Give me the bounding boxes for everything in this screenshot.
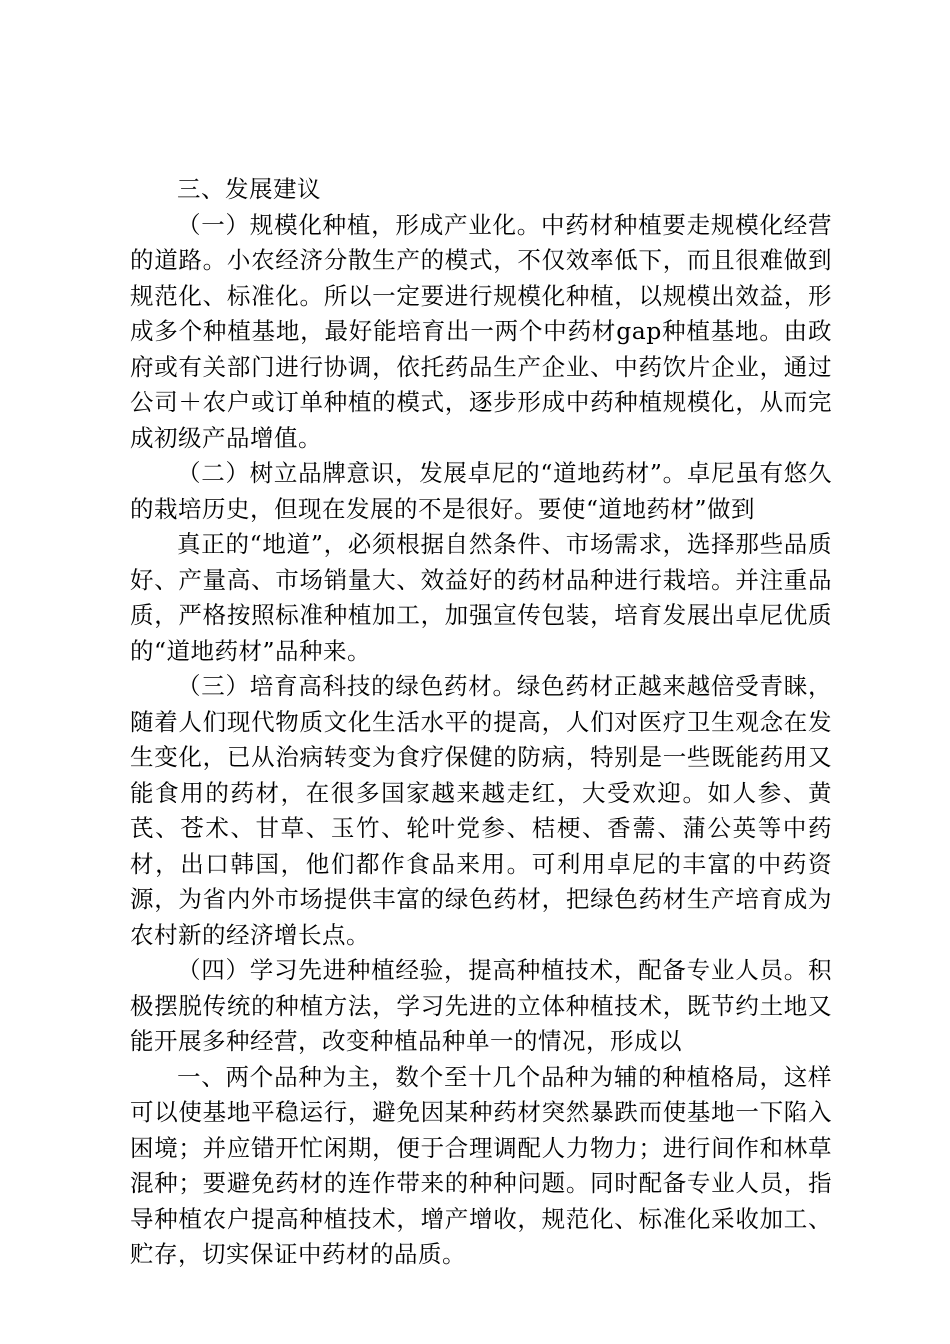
paragraph-planting-pattern: 一、两个品种为主，数个至十几个品种为辅的种植格局，这样可以使基地平稳运行，避免因某种药材突然暴跌而使基地一下陷入困境；并应错开忙闲期，便于合理调配人力物力；进行间作和林草混种；要避免药材的连作带来的种种问题。同时配备专业人员，指导种植农户提高种植技术，增产增收，规范化、标准化采收加工、贮存，切实保证中药材的品质。 xyxy=(130,1062,832,1268)
document-body xyxy=(130,172,832,1273)
paragraph-advanced-techniques: （四）学习先进种植经验，提高种植技术，配备专业人员。积极摆脱传统的种植方法，学习先进的立体种植技术，既节约土地又能开展多种经营，改变种植品种单一的情况，形成以 xyxy=(130,956,832,1055)
paragraph-scale-planting: （一）规模化种植，形成产业化。中药材种植要走规模化经营的道路。小农经济分散生产的模式，不仅效率低下，而且很难做到规范化、标准化。所以一定要进行规模化种植，以规模出效益，形成多个种植基地，最好能培育出一两个中药材gap种植基地。由政府或有关部门进行协调，依托药品生产企业、中药饮片企业，通过公司＋农户或订单种植的模式，逐步形成中药种植规模化，从而完成初级产品增值。 xyxy=(130,210,832,452)
paragraph-brand-awareness: （二）树立品牌意识，发展卓尼的“道地药材”。卓尼虽有悠久的栽培历史，但现在发展的不是很好。要使“道地药材”做到 xyxy=(130,459,832,523)
paragraph-brand-continuation: 真正的“地道”，必须根据自然条件、市场需求，选择那些品质好、产量高、市场销量大、效益好的药材品种进行栽培。并注重品质，严格按照标准种植加工，加强宣传包装，培育发展出卓尼优质的“道地药材”品种来。 xyxy=(130,530,832,665)
section-heading: 三、发展建议 xyxy=(177,175,321,203)
paragraph-green-medicine: （三）培育高科技的绿色药材。绿色药材正越来越倍受青睐，随着人们现代物质文化生活水平的提高，人们对医疗卫生观念在发生变化，已从治病转变为食疗保健的防病，特别是一些既能药用又能食用的药材，在很多国家越来越走红，大受欢迎。如人参、黄芪、苍术、甘草、玉竹、轮叶党参、桔梗、香薷、蒲公英等中药材，出口韩国，他们都作食品来用。可利用卓尼的丰富的中药资源，为省内外市场提供丰富的绿色药材，把绿色药材生产培育成为农村新的经济增长点。 xyxy=(130,672,832,949)
